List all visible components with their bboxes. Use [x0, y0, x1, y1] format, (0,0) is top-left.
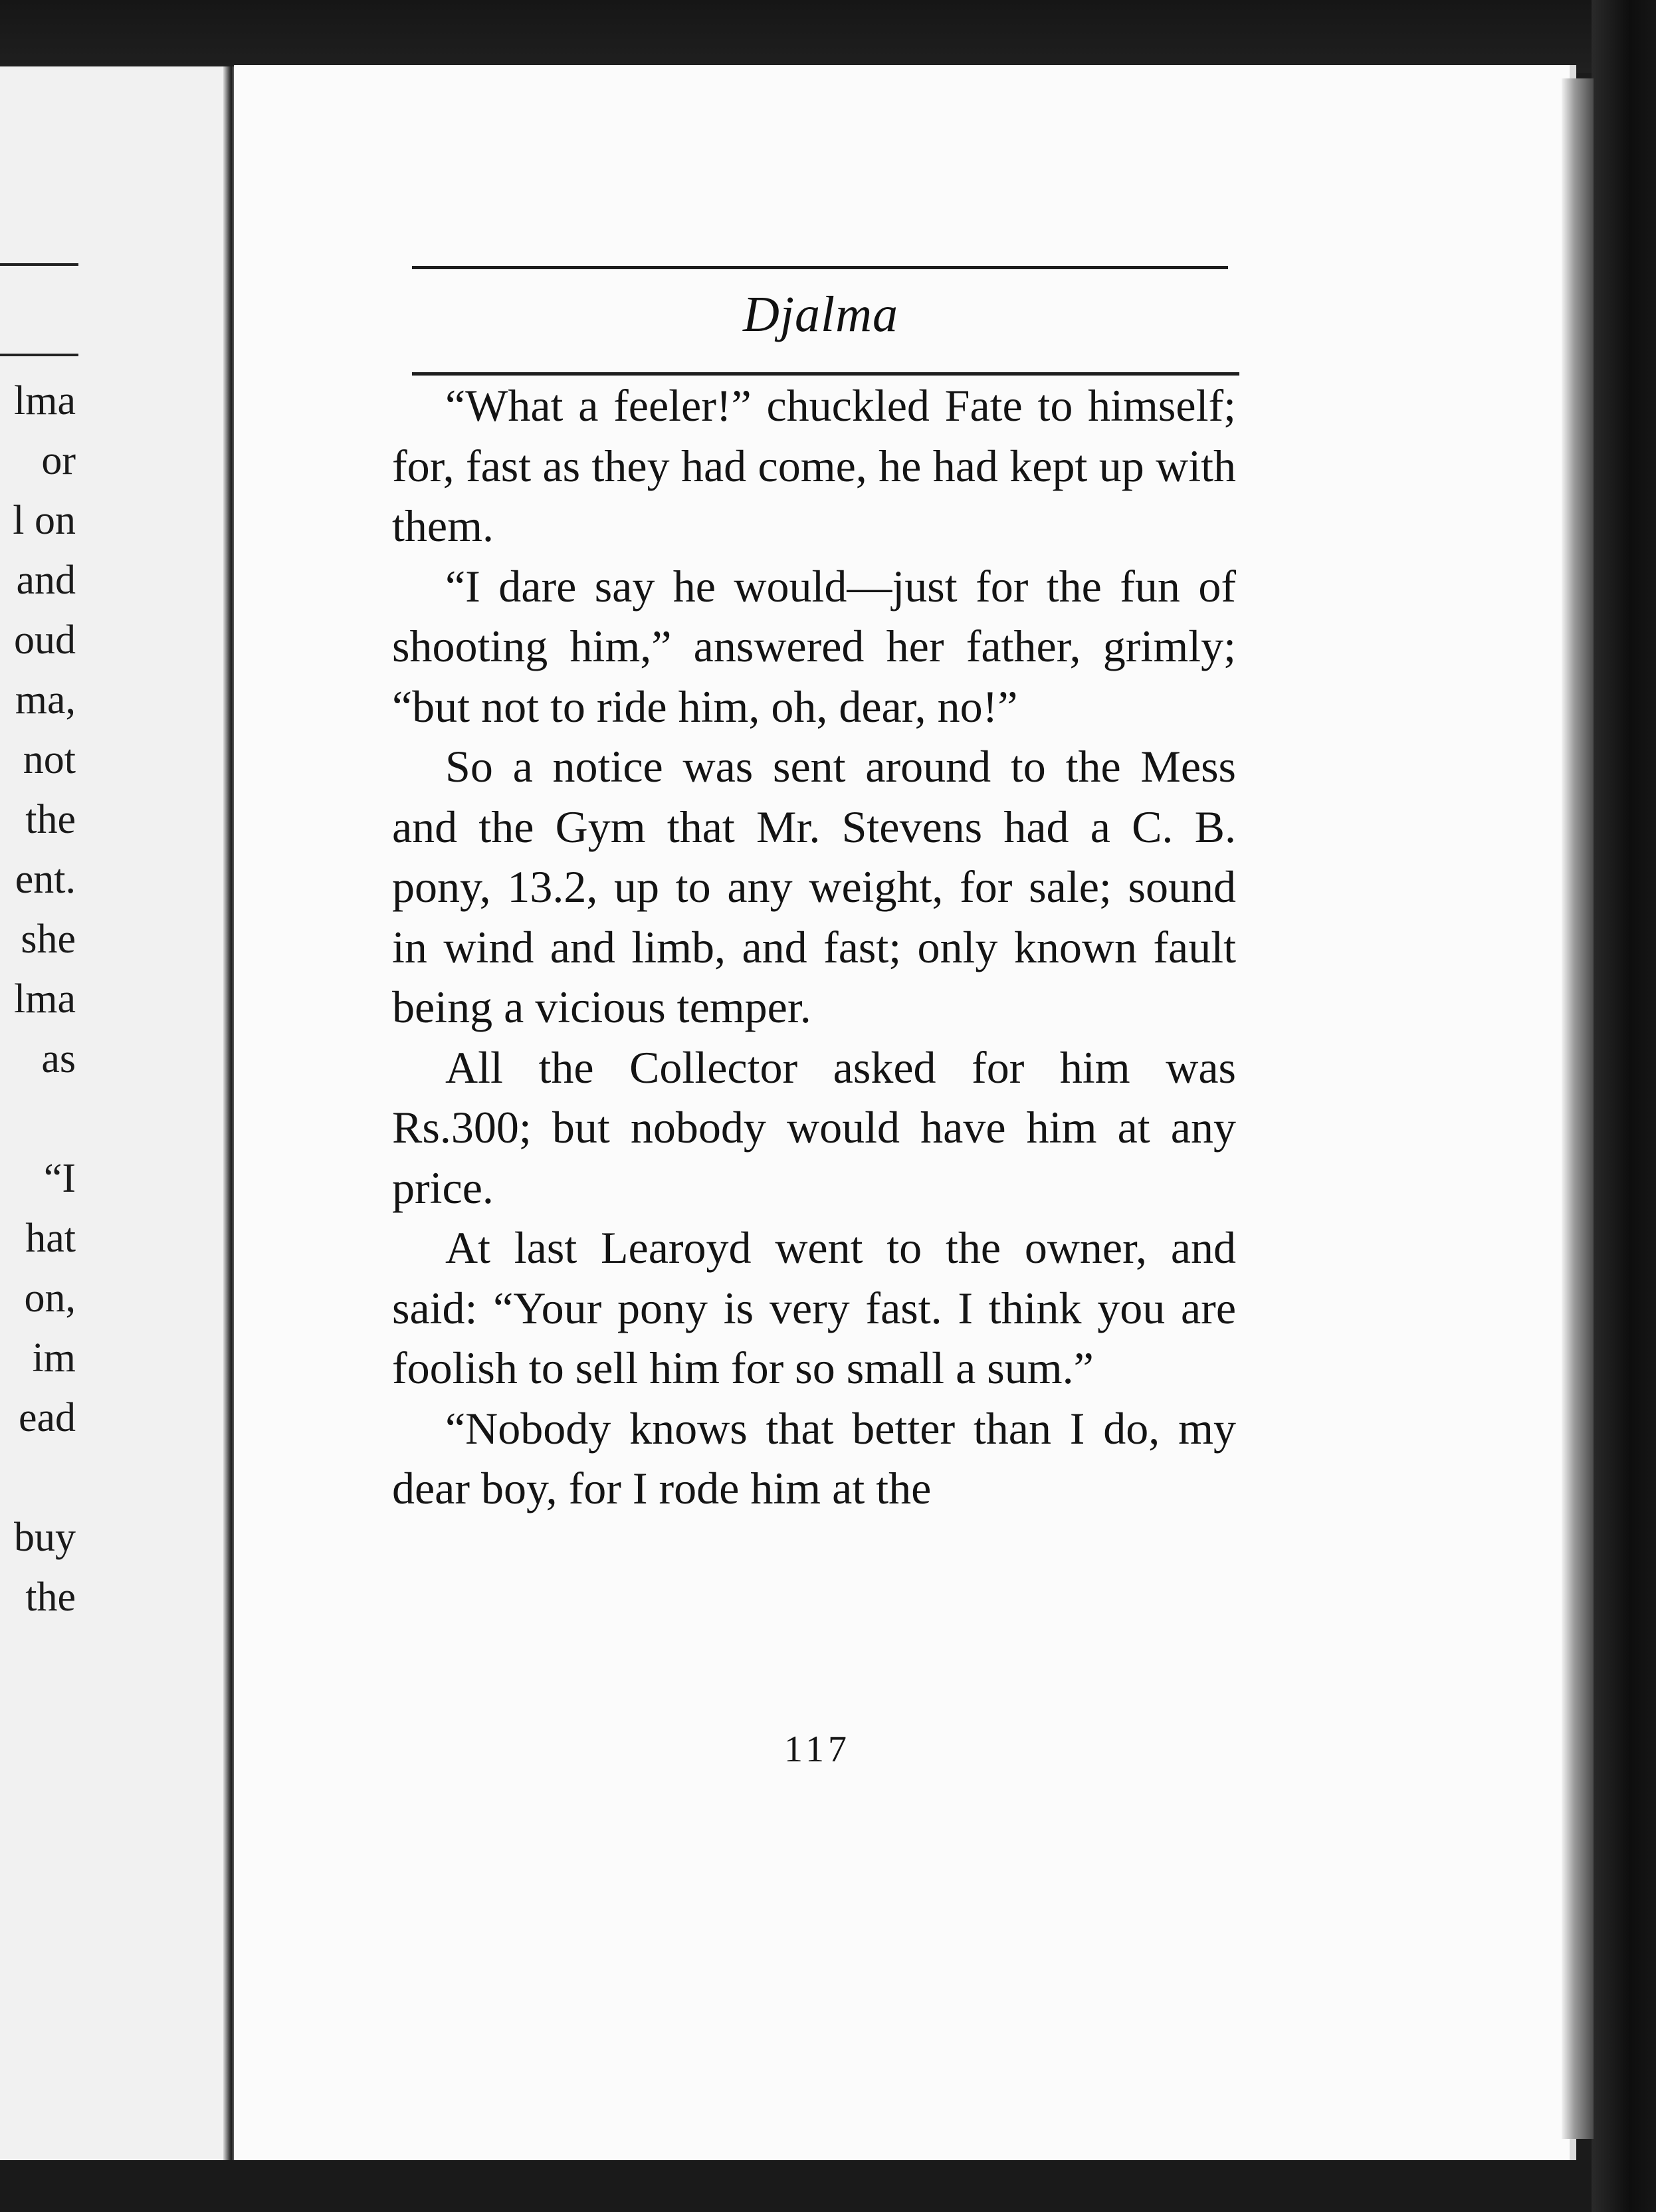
facing-fragment: lma	[14, 976, 76, 1022]
facing-fragment: ent.	[15, 857, 76, 902]
facing-fragment: lma	[14, 378, 76, 423]
paragraph: At last Learoyd went to the owner, and said: “Your pony is very fast. I think you are foolish to sell him for so small a sum.”	[392, 1222, 1236, 1393]
paragraph: “I dare say he would—just for the fun of shooting him,” answered her father, grimly; “but not to ride him, oh, dear, no!”	[392, 560, 1236, 732]
paragraph: “Nobody knows that better than I do, my dear boy, for I rode him at the	[392, 1402, 1236, 1513]
facing-fragment: not	[23, 737, 76, 782]
running-head: Djalma	[743, 286, 898, 342]
page-edge-shadow	[1562, 78, 1594, 2139]
facing-fragment: and	[16, 558, 76, 603]
body-text	[392, 376, 1236, 1519]
facing-fragment: on,	[24, 1275, 76, 1321]
facing-page-left	[0, 66, 227, 2160]
scan-border-right	[1592, 0, 1656, 2212]
facing-fragment: oud	[14, 617, 76, 663]
facing-fragment: im	[32, 1335, 76, 1381]
facing-fragment: the	[25, 797, 76, 842]
facing-fragment: she	[21, 917, 76, 962]
page-number: 117	[784, 1729, 851, 1770]
facing-page-rule-top	[0, 263, 78, 266]
facing-fragment: hat	[25, 1216, 76, 1261]
facing-fragment: “I	[43, 1156, 76, 1201]
facing-fragment: buy	[14, 1515, 76, 1560]
facing-fragment: or	[41, 438, 76, 483]
facing-fragment: ead	[18, 1395, 76, 1440]
facing-page-rule-bottom	[0, 354, 78, 356]
scan-border-top	[0, 0, 1656, 73]
facing-fragment: as	[41, 1036, 76, 1081]
facing-fragment: ma,	[15, 677, 76, 722]
header-rule-top	[412, 266, 1228, 269]
paragraph: All the Collector asked for him was Rs.300; but nobody would have him at any price.	[392, 1042, 1236, 1213]
facing-fragment: the	[25, 1575, 76, 1620]
scan-border-bottom	[0, 2160, 1656, 2212]
facing-fragment: l on	[13, 498, 76, 543]
paragraph: So a notice was sent around to the Mess and the Gym that Mr. Stevens had a C. B. pony, 13.2, up to any weight, for sale; sound in wind and limb, and fast; only known fault being a vicious temper.	[392, 741, 1236, 1032]
paragraph: “What a feeler!” chuckled Fate to himself; for, fast as they had come, he had kept up with them.	[392, 380, 1236, 551]
